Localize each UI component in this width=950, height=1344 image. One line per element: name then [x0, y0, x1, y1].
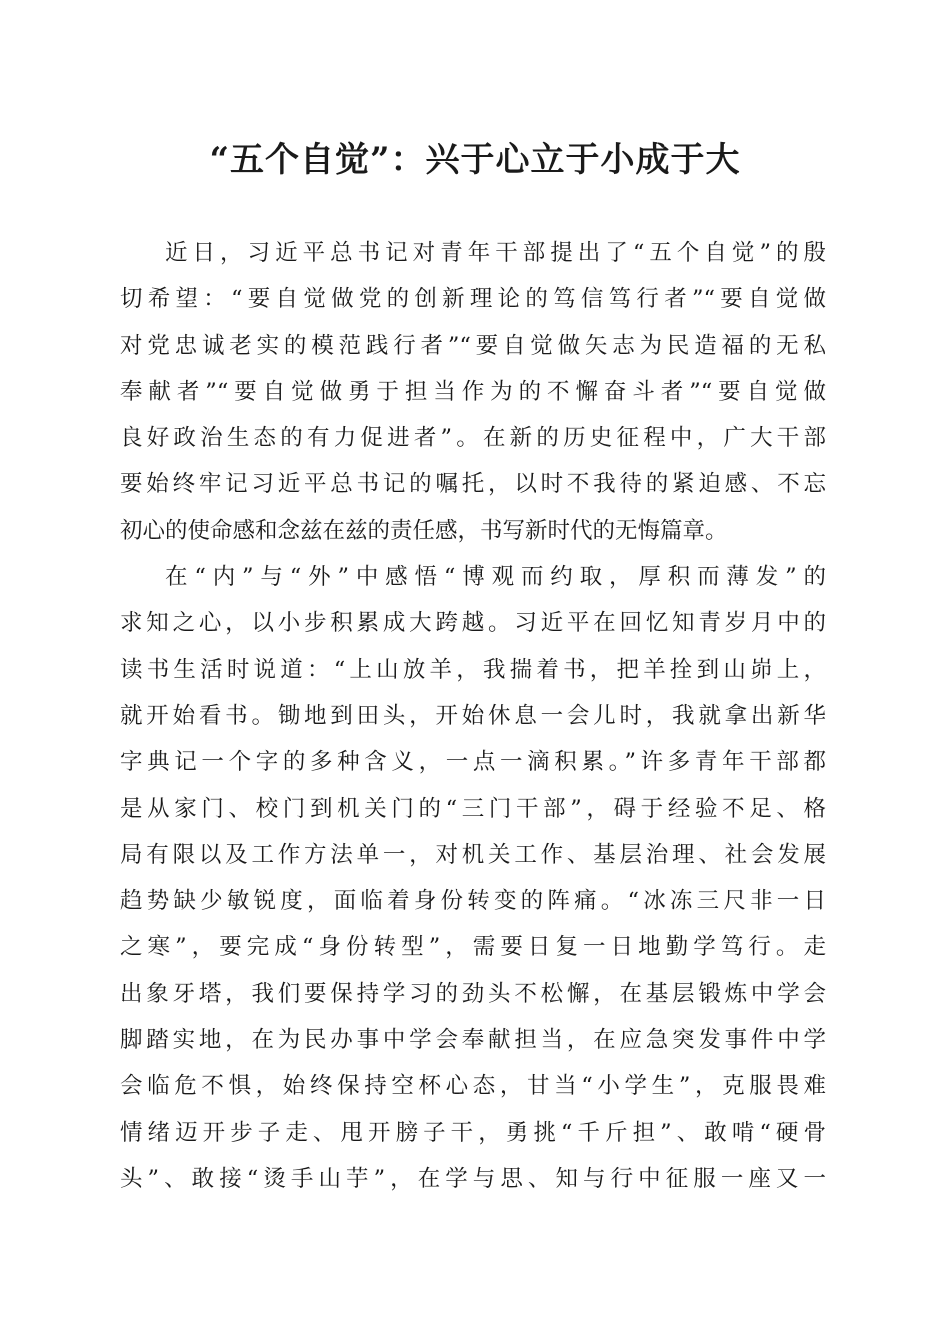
paragraph-line: 要始终牢记习近平总书记的嘱托，以时不我待的紧迫感、不忘	[120, 471, 826, 498]
paragraph-line: 趋势缺少敏锐度，面临着身份转变的阵痛。“冰冻三尺非一日	[120, 888, 826, 915]
paragraph-line: 求知之心，以小步积累成大跨越。习近平在回忆知青岁月中的	[120, 610, 826, 637]
paragraph-line: 近日，习近平总书记对青年干部提出了“五个自觉”的殷	[165, 240, 826, 266]
paragraph-line: 字典记一个字的多种含义，一点一滴积累。”许多青年干部都	[120, 749, 826, 776]
page-title: “五个自觉”：兴于心立于小成于大	[209, 140, 741, 180]
paragraph-line: 就开始看书。锄地到田头，开始休息一会儿时，我就拿出新华	[120, 702, 826, 729]
paragraph-line: 对党忠诚老实的模范践行者”“要自觉做矢志为民造福的无私	[120, 332, 826, 359]
paragraph-line: 在“内”与“外”中感悟“博观而约取，厚积而薄发”的	[165, 564, 826, 591]
paragraph-1	[120, 230, 826, 554]
document-body	[120, 230, 826, 1202]
paragraph-line: 是从家门、校门到机关门的“三门干部”，碍于经验不足、格	[120, 795, 826, 822]
paragraph-line: 初心的使命感和念兹在兹的责任感，书写新时代的无悔篇章。	[120, 517, 728, 544]
paragraph-line: 读书生活时说道：“上山放羊，我揣着书，把羊拴到山峁上，	[120, 656, 826, 683]
paragraph-line: 良好政治生态的有力促进者”。在新的历史征程中，广大干部	[120, 425, 826, 452]
paragraph-line: 会临危不惧，始终保持空杯心态，甘当“小学生”，克服畏难	[120, 1073, 826, 1100]
paragraph-line: 出象牙塔，我们要保持学习的劲头不松懈，在基层锻炼中学会	[120, 980, 826, 1007]
paragraph-line: 局有限以及工作方法单一，对机关工作、基层治理、社会发展	[120, 841, 826, 868]
paragraph-line: 头”、敢接“烫手山芋”，在学与思、知与行中征服一座又一	[120, 1165, 826, 1192]
paragraph-line: 奉献者”“要自觉做勇于担当作为的不懈奋斗者”“要自觉做	[120, 378, 826, 405]
paragraph-line: 之寒”，要完成“身份转型”，需要日复一日地勤学笃行。走	[120, 934, 826, 961]
paragraph-2	[120, 554, 826, 1202]
paragraph-line: 脚踏实地，在为民办事中学会奉献担当，在应急突发事件中学	[120, 1027, 826, 1054]
paragraph-line: 切希望：“要自觉做党的创新理论的笃信笃行者”“要自觉做	[120, 286, 826, 313]
paragraph-line: 情绪迈开步子走、甩开膀子干，勇挑“千斤担”、敢啃“硬骨	[120, 1119, 826, 1146]
